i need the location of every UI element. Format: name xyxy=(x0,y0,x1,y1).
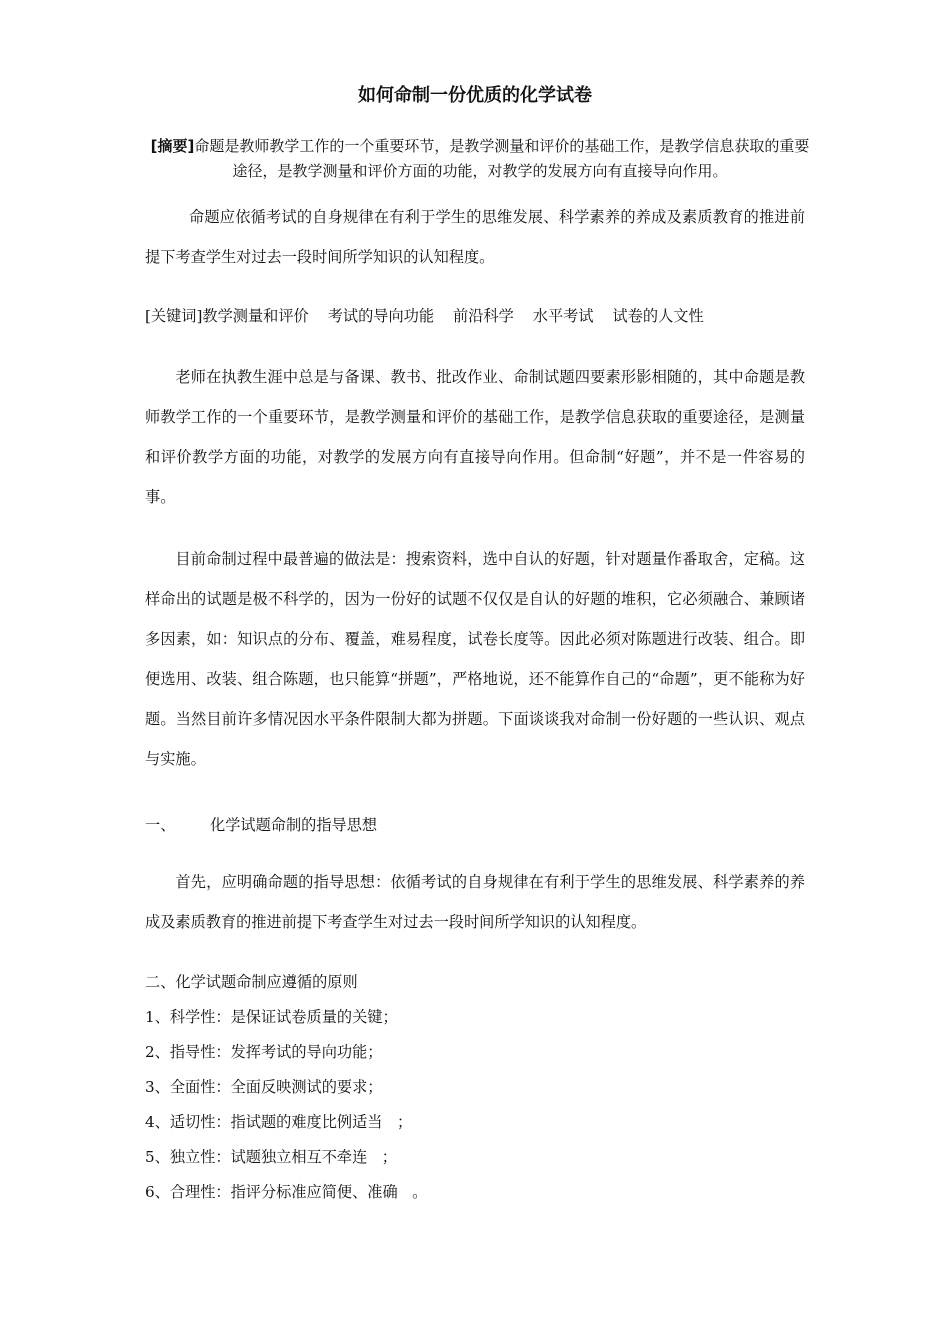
list-item: 5、独立性：试题独立相互不牵连 ； xyxy=(145,1148,397,1166)
list-item: 4、适切性：指试题的难度比例适当 ； xyxy=(145,1113,413,1131)
intro-paragraph: 命题应依循考试的自身规律在有利于学生的思维发展、科学素养的养成及素质教育的推进前提下考查学生对过去一段时间所学知识的认知程度。 xyxy=(145,208,805,266)
list-item: 1、科学性：是保证试卷质量的关键； xyxy=(145,1008,398,1026)
section-2-heading: 二、化学试题命制应遵循的原则 xyxy=(145,973,358,991)
keywords xyxy=(145,301,723,331)
list-item: 2、指导性：发挥考试的导向功能； xyxy=(145,1043,383,1061)
keyword-term: 前沿科学 xyxy=(453,307,514,325)
keywords-label: [关键词] xyxy=(145,307,203,325)
body-paragraph-2: 目前命制过程中最普遍的做法是：搜索资料，选中自认的好题，针对题量作番取舍，定稿。这样命出的试题是极不科学的，因为一份好的试题不仅仅是自认的好题的堆积，它必须融合、兼顾诸多因素，如：知识点的分布、覆盖，难易程度，试卷长度等。因此必须对陈题进行改装、组合。即便选用、改装、组合陈题，也只能算“拼题”，严格地说，还不能算作自己的“命题”，更不能称为好题。当然目前许多情况因水平条件限制大都为拼题。下面谈谈我对命制一份好题的一些认识、观点与实施。 xyxy=(145,550,805,768)
keyword-term: 考试的导向功能 xyxy=(327,307,435,325)
abstract-text: 命题是教师教学工作的一个重要环节，是教学测量和评价的基础工作，是教学信息获取的重要途径，是教学测量和评价方面的功能，对教学的发展方向有直接导向作用。 xyxy=(194,137,810,180)
section-1-number: 一、 xyxy=(145,816,176,834)
abstract xyxy=(150,134,810,184)
principles-list xyxy=(145,1002,427,1212)
document-title: 如何命制一份优质的化学试卷 xyxy=(358,85,592,106)
section-1-heading xyxy=(145,810,377,840)
list-item: 3、全面性：全面反映测试的要求； xyxy=(145,1078,383,1096)
keyword-term: 水平考试 xyxy=(532,307,594,325)
section-1-paragraph: 首先，应明确命题的指导思想：依循考试的自身规律在有利于学生的思维发展、科学素养的养成及素质教育的推进前提下考查学生对过去一段时间所学知识的认知程度。 xyxy=(145,873,805,931)
list-item: 6、合理性：指评分标准应简便、准确 。 xyxy=(145,1183,428,1201)
body-paragraph-1: 老师在执教生涯中总是与备课、教书、批改作业、命制试题四要素形影相随的，其中命题是教师教学工作的一个重要环节，是教学测量和评价的基础工作，是教学信息获取的重要途径，是测量和评价教学方面的功能，对教学的发展方向有直接导向作用。但命制“好题”，并不是一件容易的事。 xyxy=(145,368,805,506)
keyword-term: 教学测量和评价 xyxy=(202,307,309,325)
abstract-tag: [摘要] xyxy=(150,137,195,155)
keyword-term: 试卷的人文性 xyxy=(612,307,704,325)
section-1-title: 化学试题命制的指导思想 xyxy=(210,816,378,834)
